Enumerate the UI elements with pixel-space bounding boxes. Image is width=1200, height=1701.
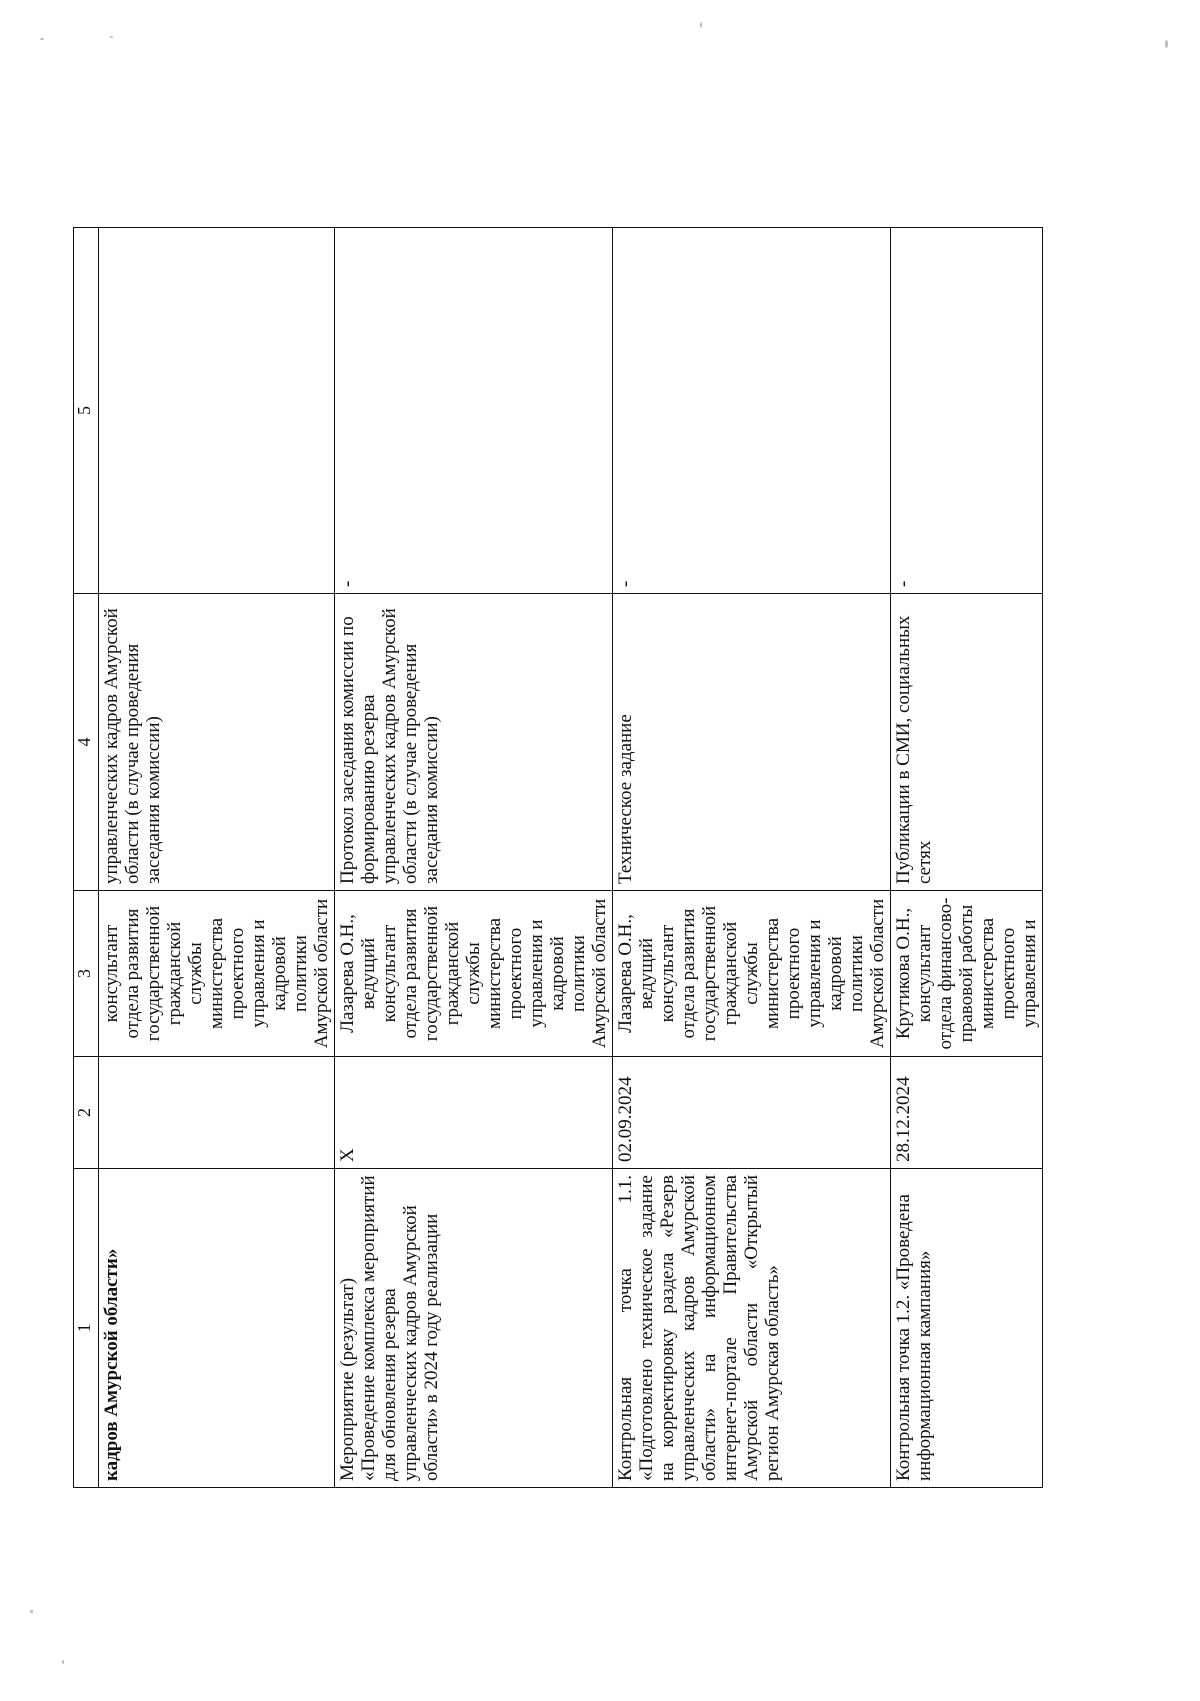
- scan-speck: [30, 1610, 33, 1613]
- document-cell: Техническое задание: [613, 594, 891, 891]
- column-number: 1: [74, 1169, 99, 1488]
- table-row: [99, 228, 335, 1488]
- column-number: 4: [74, 594, 99, 891]
- plan-table: [73, 227, 1043, 1488]
- column-number: 3: [74, 891, 99, 1057]
- column-number: 5: [74, 228, 99, 594]
- table-row: [335, 228, 613, 1488]
- note-cell: -: [891, 228, 1043, 594]
- scan-speck: [700, 22, 702, 28]
- event-cell: кадров Амурской области»: [99, 1169, 335, 1488]
- scan-speck: [1165, 40, 1168, 48]
- date-cell: 28.12.2024: [891, 1057, 1043, 1169]
- rotated-page-content: [73, 228, 1040, 1488]
- event-cell: Мероприятие (результат) «Проведение комплекса мероприятий для обновления резерва управленческих кадров Амурской области» в 2024 году реализации: [335, 1169, 613, 1488]
- scan-speck: [62, 1660, 64, 1664]
- table-row: [891, 228, 1043, 1488]
- event-cell: Контрольная точка 1.1. «Подготовлено техническое задание на корректировку раздела «Резерв управленческих кадров Амурской области» на информационном интернет-портале Правительства Амурской области «Открытый регион Амурская область»: [613, 1169, 891, 1488]
- date-cell: [99, 1057, 335, 1169]
- table-row: [613, 228, 891, 1488]
- responsible-cell: Лазарева О.Н., ведущий консультант отдела развития государственной гражданской службы министерства проектного управления и кадровой политики Амурской области: [613, 891, 891, 1057]
- date-cell: 02.09.2024: [613, 1057, 891, 1169]
- date-cell: X: [335, 1057, 613, 1169]
- scan-speck: [40, 38, 44, 40]
- document-cell: Протокол заседания комиссии по формированию резерва управленческих кадров Амурской области (в случае проведения заседания комиссии): [335, 594, 613, 891]
- document-cell: Публикации в СМИ, социальных сетях: [891, 594, 1043, 891]
- scan-speck: [110, 36, 113, 38]
- responsible-cell: консультант отдела развития государственной гражданской службы министерства проектного управления и кадровой политики Амурской области: [99, 891, 335, 1057]
- responsible-cell: Лазарева О.Н., ведущий консультант отдела развития государственной гражданской службы министерства проектного управления и кадровой политики Амурской области: [335, 891, 613, 1057]
- column-number: 2: [74, 1057, 99, 1169]
- note-cell: -: [613, 228, 891, 594]
- note-cell: [99, 228, 335, 594]
- responsible-cell: Крутикова О.Н., консультант отдела финансово-правовой работы министерства проектного управления и: [891, 891, 1043, 1057]
- column-number-row: [74, 228, 99, 1488]
- document-cell: управленческих кадров Амурской области (в случае проведения заседания комиссии): [99, 594, 335, 891]
- event-cell: Контрольная точка 1.2. «Проведена информационная кампания»: [891, 1169, 1043, 1488]
- note-cell: -: [335, 228, 613, 594]
